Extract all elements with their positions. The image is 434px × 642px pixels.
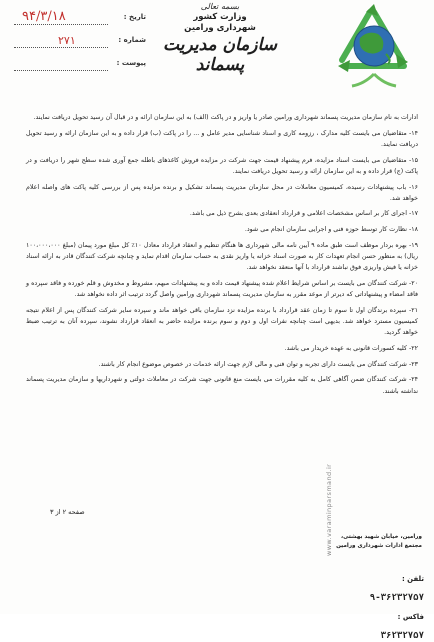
phone-label: تلفن : xyxy=(401,575,424,583)
clause-18: ۱۸- نظارت کار توسط حوزه فنی و اجرایی سازمان انجام می شود. xyxy=(244,226,418,234)
clause-24: ۲۴- شرکت کنندگان ضمن آگاهی کامل به کلیه مقررات می بایست منع قانونی جهت شرکت در معاملات دولتی و شهرداریها و سازمان مدیریت پسماند نداشته باشند. xyxy=(26,376,418,395)
fax-label: فاکس : xyxy=(397,613,424,621)
letter-meta-fields xyxy=(14,10,146,79)
footer-contact xyxy=(352,566,424,642)
clause-20: ۲۰- شرکت کنندگان می بایست بر اساس شرایط اعلام شده پیشنهاد قیمت داده و به پیشنهادات مبهم، مشروط و مخدوش و قلم خورده و فاقد سپرده و فاقد امضاء و پیشنهاداتی که دیرتر از موعد مقرر به سازمان مدیریت پسماند شهرداری ورامین واصل گردد ترتیب اثر داده نخواهد شد. xyxy=(26,279,418,299)
website-watermark: www.varaminparsmand.ir xyxy=(325,463,333,556)
number-line xyxy=(14,47,108,48)
municipality-name: شهرداری ورامین xyxy=(184,23,256,33)
attachment-label: پیوست : xyxy=(116,59,146,67)
organization-name: سازمان مدیریت پسماند xyxy=(163,35,277,75)
date-field xyxy=(14,10,146,27)
clause-21: ۲۱- سپرده برندگان اول تا سوم تا زمان عقد قرارداد با برنده مزایده نزد سازمان باقی خواهد ماند و سپرده سایر شرکت کنندگان پس از اعلام نتیجه کمیسیون مسترد خواهد شد. بدیهی است چنانچه نفرات اول و دوم و سوم برنده مزایده حاضر به انعقاد قرارداد نشوند، سپرده آنان به ترتیب ضبط خواهد گردید. xyxy=(26,306,418,337)
clause-14: ۱۴- متقاضیان می بایست کلیه مدارک ، رزومه کاری و اسناد شناسایی مدیر عامل و ... را در پاکت (ب) قرار داده و به این سازمان ارائه و رسید تحویل دریافت نمایند. xyxy=(26,129,418,148)
recycling-globe-logo-icon xyxy=(326,4,422,98)
fax-row xyxy=(352,604,424,642)
ministry-name: وزارت کشور xyxy=(193,12,247,22)
clause-16: ۱۶- باب پیشنهادات رسیده، کمیسیون معاملات در محل سازمان مدیریت پسماند تشکیل و برنده مزایده پس از بررسی کلیه پاکت های واصله اعلام خواهد شد. xyxy=(26,183,418,202)
phone-number: ۳۶۲۳۲۷۵۷-۹ xyxy=(369,593,424,603)
letter-body xyxy=(26,112,418,401)
number-label: شماره : xyxy=(118,36,146,44)
number-field xyxy=(14,33,146,50)
attachment-line xyxy=(14,70,108,71)
clause-23: ۲۳- شرکت کنندگان می بایست دارای تجربه و توان فنی و مالی لازم جهت ارائه خدمات در خصوص موضوع انجام کار باشند. xyxy=(98,360,418,368)
clause-22: ۲۲- کلیه کسورات قانونی به عهده خریدار می باشد. xyxy=(284,344,418,352)
date-line xyxy=(14,24,108,25)
basmala: بسمه تعالی xyxy=(200,2,240,11)
clause-intro: ادارات به نام سازمان مدیریت پسماند شهرداری ورامین صادر یا واریز و در پاکت (الف) به این سازمان ارائه و در قبال آن رسید تحویل دریافت نمایند. xyxy=(33,114,418,121)
clause-17: ۱۷- اجرای کار بر اساس مشخصات اعلامی و قرارداد انعقادی بعدی بشرح ذیل می باشد. xyxy=(189,210,418,218)
date-value: ۹۴/۳/۱۸ xyxy=(22,9,66,24)
phone-row xyxy=(352,566,424,604)
number-value: ۲۷۱ xyxy=(58,34,76,47)
date-label: تاریخ : xyxy=(123,13,146,21)
clause-19: ۱۹- بهره بردار موظف است طبق ماده ۹ آیین نامه مالی شهرداری ها هنگام تنظیم و انعقاد قرارداد معادل ۱۰٪ کل مبلغ مورد پیمان (مبلغ ۱۰۰،۰۰۰،۰۰۰ ریال) به منظور حسن انجام تعهدات کار به صورت اسناد خزانه یا واریز نقدی به حساب سازمان اقدام نماید و چنانچه شرکت کنندگان قادر به ارائه اسناد خزانه یا فیش واریزی فوق نباشند قرارداد با آنها منعقد نخواهد شد. xyxy=(26,241,418,272)
clause-15: ۱۵- متقاضیان می بایست اسناد مزایده، فرم پیشنهاد قیمت جهت شرکت در مزایده فروش کاغذهای باطله جمع آوری شده سطح شهر را دریافت و در پاکت (ج) قرار داده و به این سازمان ارائه و رسید تحویل دریافت نمایند. xyxy=(26,156,418,175)
footer-address: ورامین، خیابان شهید بهشتی، مجتمع ادارات شهرداری ورامین xyxy=(336,534,422,549)
page-indicator: صفحه ۲ از ۳ xyxy=(50,508,85,516)
attachment-field xyxy=(14,56,146,73)
letterhead xyxy=(148,2,292,75)
fax-number: ۳۶۲۳۲۷۵۷ xyxy=(380,631,424,641)
